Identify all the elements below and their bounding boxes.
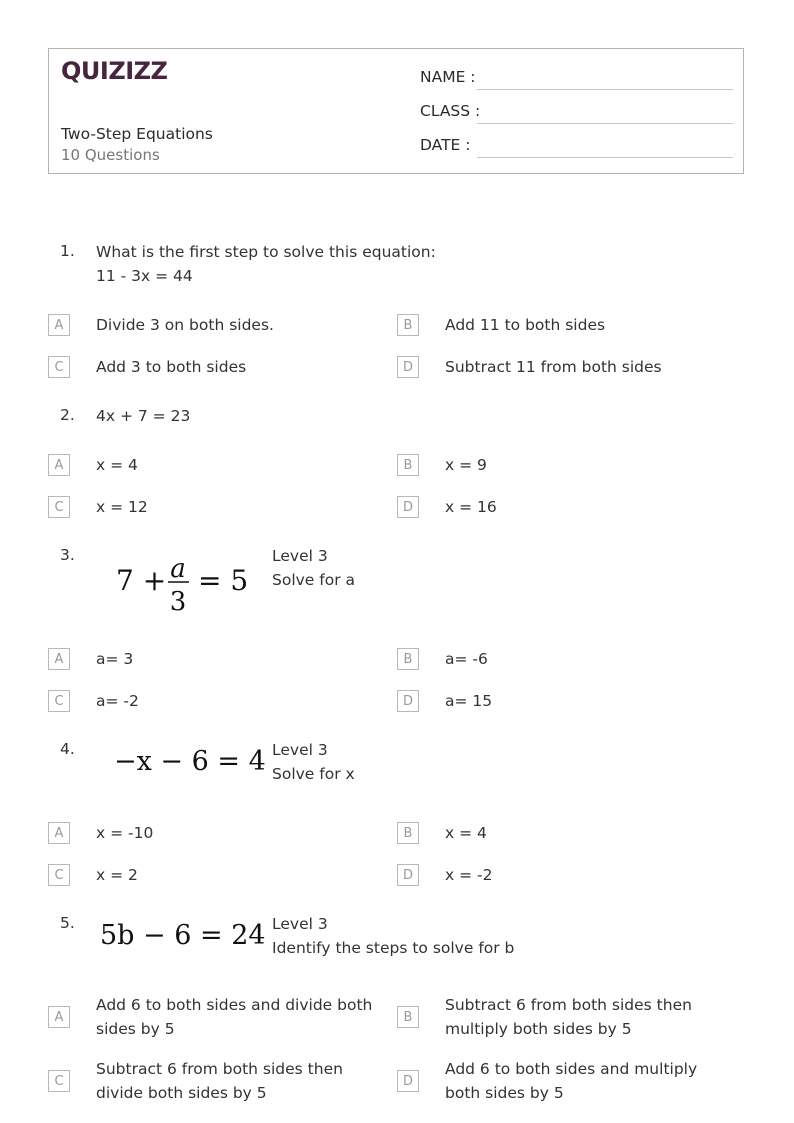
option-a-text: Add 6 to both sides and divide both sides by 5 <box>96 996 373 1038</box>
equation-left: 7 + <box>116 564 167 597</box>
option-a-text: x = 4 <box>96 456 138 474</box>
question-level: Level 3 <box>272 547 328 565</box>
option-d-box[interactable]: D <box>397 356 419 378</box>
option-a-text: Divide 3 on both sides. <box>96 316 274 334</box>
option-b-text: x = 9 <box>445 456 487 474</box>
option-c-text: Subtract 6 from both sides then divide both sides by 5 <box>96 1060 343 1102</box>
option-c-box[interactable]: C <box>48 356 70 378</box>
option-c-text: x = 2 <box>96 866 138 884</box>
quizizz-logo: QUIZIZZ <box>61 57 168 85</box>
question-text: Solve for a <box>272 571 356 589</box>
option-a-text: x = -10 <box>96 824 154 842</box>
option-d-box[interactable]: D <box>397 496 419 518</box>
question-text: What is the first step to solve this equation: <box>96 243 436 261</box>
option-b-text: x = 4 <box>445 824 487 842</box>
option-b-text: Add 11 to both sides <box>445 316 606 334</box>
question-text: Solve for x <box>272 765 355 783</box>
option-d-box[interactable]: D <box>397 690 419 712</box>
option-d-text: Subtract 11 from both sides <box>445 358 662 376</box>
option-d-text: x = -2 <box>445 866 493 884</box>
equation-image <box>116 548 256 618</box>
equation-denominator: 3 <box>169 587 187 617</box>
question-text: Identify the steps to solve for b <box>272 939 515 957</box>
question-number: 5. <box>60 914 75 932</box>
option-a-box[interactable]: A <box>48 314 70 336</box>
question-text: 4x + 7 = 23 <box>96 407 191 425</box>
question-number: 4. <box>60 740 75 758</box>
date-line[interactable] <box>477 157 733 158</box>
question-number: 3. <box>60 546 75 564</box>
option-a-box[interactable]: A <box>48 1006 70 1028</box>
option-c-box[interactable]: C <box>48 864 70 886</box>
equation-numerator: a <box>170 554 186 584</box>
option-d-text: x = 16 <box>445 498 497 516</box>
question-equation: 11 - 3x = 44 <box>96 267 193 285</box>
option-c-text: Add 3 to both sides <box>96 358 247 376</box>
option-c-box[interactable]: C <box>48 496 70 518</box>
option-c-text: x = 12 <box>96 498 148 516</box>
class-label: CLASS : <box>420 102 481 120</box>
option-b-text: a= -6 <box>445 650 488 668</box>
option-d-text: a= 15 <box>445 692 493 710</box>
option-d-box[interactable]: D <box>397 864 419 886</box>
option-b-box[interactable]: B <box>397 822 419 844</box>
option-a-box[interactable]: A <box>48 648 70 670</box>
question-level: Level 3 <box>272 741 328 759</box>
question-number: 2. <box>60 406 75 424</box>
worksheet-header <box>48 48 744 174</box>
option-c-box[interactable]: C <box>48 1070 70 1092</box>
option-c-text: a= -2 <box>96 692 139 710</box>
name-line[interactable] <box>477 89 733 90</box>
name-label: NAME : <box>420 68 476 86</box>
option-b-text: Subtract 6 from both sides then multiply both sides by 5 <box>445 996 692 1038</box>
option-b-box[interactable]: B <box>397 1006 419 1028</box>
option-b-box[interactable]: B <box>397 314 419 336</box>
option-a-box[interactable]: A <box>48 822 70 844</box>
option-b-box[interactable]: B <box>397 648 419 670</box>
class-line[interactable] <box>477 123 733 124</box>
equation-image: −x − 6 = 4 <box>114 746 266 777</box>
option-c-box[interactable]: C <box>48 690 70 712</box>
question-count: 10 Questions <box>61 146 160 164</box>
option-b-box[interactable]: B <box>397 454 419 476</box>
date-label: DATE : <box>420 136 471 154</box>
option-d-text: Add 6 to both sides and multiply both sides by 5 <box>445 1060 698 1102</box>
option-a-text: a= 3 <box>96 650 134 668</box>
worksheet-title: Two-Step Equations <box>61 125 213 143</box>
fraction-equation <box>116 548 256 618</box>
question-number: 1. <box>60 242 75 260</box>
equation-right: = 5 <box>198 564 249 597</box>
option-d-box[interactable]: D <box>397 1070 419 1092</box>
question-level: Level 3 <box>272 915 328 933</box>
option-a-box[interactable]: A <box>48 454 70 476</box>
equation-image: 5b − 6 = 24 <box>100 920 266 951</box>
